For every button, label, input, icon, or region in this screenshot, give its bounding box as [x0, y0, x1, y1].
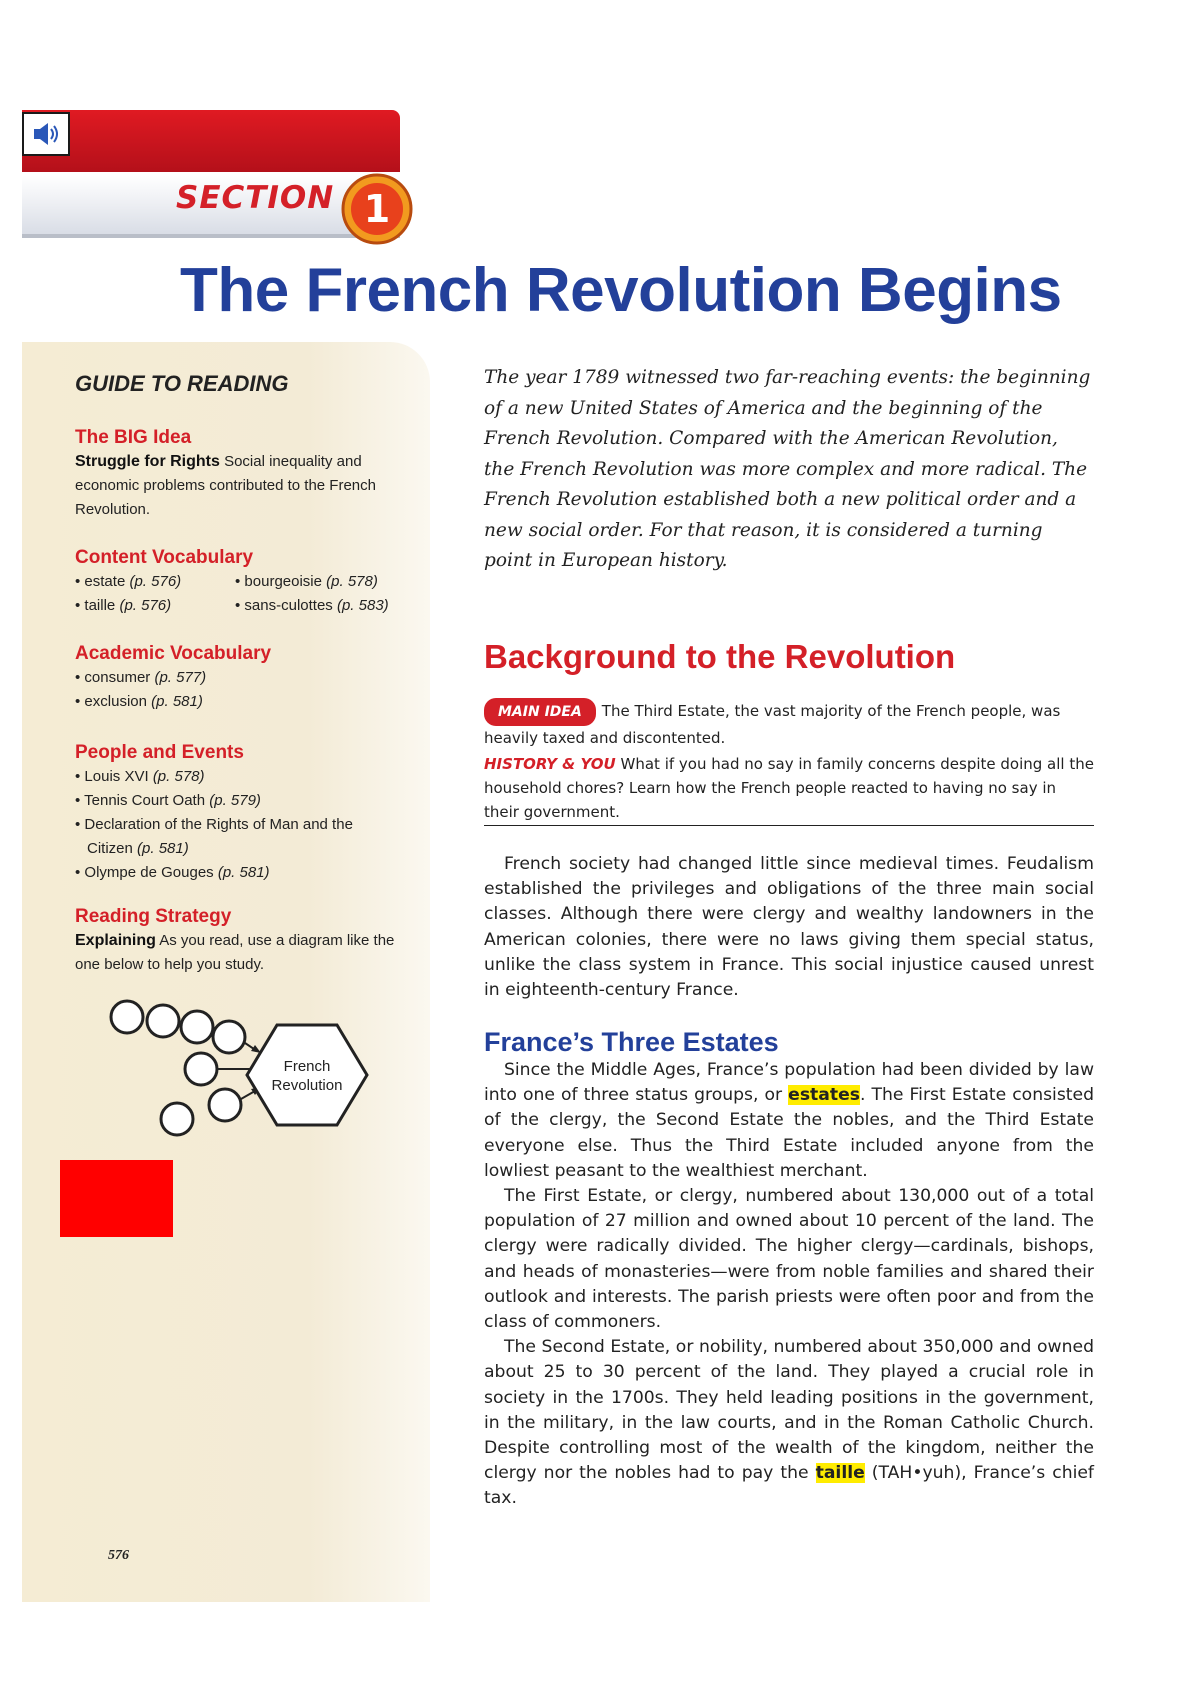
highlighted-term-taille[interactable]: taille [815, 1463, 865, 1484]
reading-strategy-heading: Reading Strategy [75, 906, 232, 927]
people-item: • Tennis Court Oath (p. 579) [75, 789, 415, 813]
section-label: SECTION [176, 180, 335, 216]
diagram-center-line1: French [283, 1058, 331, 1075]
paragraph: The Second Estate, or nobility, numbered about 350,000 and owned about 25 to 30 percent of the land. They played a crucial role in society in the 1700s. They held leading positions in the government, in the military, in the law courts, and in the Roman Catholic Church. Despite controlling most of the wealth of the kingdom, neither the clergy nor the nobles had to pay the taille (TAH•yuh), France’s chief tax. [484, 1337, 1094, 1509]
history-and-you [484, 752, 1094, 824]
estates-body [484, 1058, 1094, 1512]
diagram-circle [185, 1053, 217, 1085]
diagram-center-line2: Revolution [271, 1077, 343, 1094]
highlighted-term-estates[interactable]: estates [788, 1085, 860, 1106]
people-item: • Olympe de Gouges (p. 581) [75, 861, 415, 885]
intro-paragraph: The year 1789 witnessed two far-reaching events: the beginning of a new United States of America and the beginning of the French Revolution. Compared with the American Revolution, the French Revolution was more complex and more radical. The French Revolution established both a new political order and a new social order. For that reason, it is considered a turning point in European history. [484, 367, 1091, 571]
vocab-item: • estate (p. 576) [75, 570, 235, 594]
diagram-circle [209, 1089, 241, 1121]
guide-heading: GUIDE TO READING [75, 371, 289, 396]
people-events-heading: People and Events [75, 742, 244, 763]
people-item: • Louis XVI (p. 578) [75, 765, 415, 789]
main-idea-badge: MAIN IDEA [484, 698, 596, 726]
paragraph: The First Estate, or clergy, numbered about 130,000 out of a total population of 27 million and owned about 10 percent of the land. The clergy were radically divided. The higher clergy—cardinals, bishops, and heads of monasteries—were from noble families and shared their outlook and interests. The parish priests were often poor and from the class of commoners. [484, 1186, 1094, 1333]
reading-strategy-block [75, 905, 415, 977]
vocab-item: • taille (p. 576) [75, 594, 235, 618]
diagram-circle [111, 1001, 143, 1033]
main-idea [484, 698, 1094, 750]
big-idea-label: Struggle for Rights [75, 453, 220, 470]
history-text: What if you had no say in family concerns despite doing all the household chores? Learn how the French people reacted to having no say in their government. [484, 755, 1094, 821]
vocab-item: • sans-culottes (p. 583) [235, 594, 415, 618]
academic-vocab-heading: Academic Vocabulary [75, 643, 272, 664]
diagram-circle [147, 1005, 179, 1037]
paragraph: Since the Middle Ages, France’s population had been divided by law into one of three status groups, or estates. The First Estate consisted of the clergy, the Second Estate the nobles, and the Third Estate everyone else. Thus the Third Estate included anyone from the lowliest peasant to the wealthiest merchant. [484, 1060, 1095, 1181]
speaker-icon [31, 120, 61, 148]
strategy-text: As you read, use a diagram like the one below to help you study. [75, 932, 395, 973]
reading-diagram [105, 995, 385, 1145]
background-body [484, 852, 1094, 1003]
page-number: 576 [108, 1548, 129, 1563]
big-idea-heading: The BIG Idea [75, 427, 192, 448]
vocab-item: • bourgeoisie (p. 578) [235, 570, 415, 594]
divider [484, 825, 1094, 826]
diagram-circle [161, 1103, 193, 1135]
audio-button[interactable] [22, 112, 70, 156]
diagram-hexagon [247, 1025, 367, 1125]
vocab-item: • consumer (p. 577) [75, 666, 415, 690]
academic-vocab-block [75, 642, 415, 714]
section-number-badge [340, 172, 414, 246]
page-title: The French Revolution Begins [180, 256, 1062, 325]
main-idea-text: The Third Estate, the vast majority of the French people, was heavily taxed and discontented. [484, 702, 1061, 747]
big-idea-text: Social inequality and economic problems contributed to the French Revolution. [75, 453, 376, 518]
people-item: • Declaration of the Rights of Man and the Citizen (p. 581) [75, 813, 387, 861]
strategy-label: Explaining [75, 932, 156, 949]
history-label: HISTORY & YOU [484, 755, 616, 773]
content-vocab-block [75, 546, 415, 618]
section-number: 1 [363, 187, 391, 231]
diagram-circle [213, 1021, 245, 1053]
estates-heading: France’s Three Estates [484, 1027, 779, 1057]
paragraph: French society had changed little since medieval times. Feudalism established the privileges and obligations of the three main social classes. Although there were clergy and wealthy landowners in the American colonies, there were no laws giving them special status, unlike the class system in France. This social injustice caused unrest in eighteenth-century France. [484, 854, 1094, 1001]
red-marker-block [60, 1160, 173, 1237]
diagram-circle [181, 1011, 213, 1043]
vocab-item: • exclusion (p. 581) [75, 690, 415, 714]
background-heading: Background to the Revolution [484, 638, 956, 675]
people-events-block [75, 741, 415, 885]
content-vocab-heading: Content Vocabulary [75, 547, 254, 568]
big-idea-block [75, 426, 415, 522]
header-red-band [22, 110, 400, 172]
